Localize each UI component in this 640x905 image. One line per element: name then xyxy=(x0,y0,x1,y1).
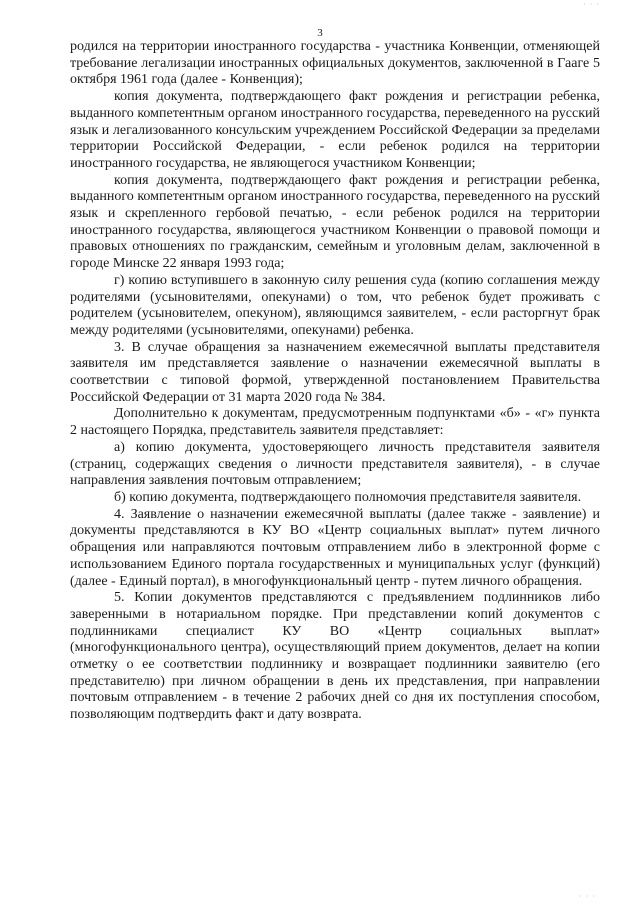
paragraph: копия документа, подтверждающего факт рождения и регистрации ребенка, выданного компетентным органом иностранного государства, переведенного на русский язык и легализованного консульским учреждением Российской Федерации за пределами территории Российской Федерации, - если ребенок родился на территории иностранного государства, не являющегося участником Конвенции; xyxy=(70,89,600,171)
page-number: 3 xyxy=(317,27,323,39)
scan-edge-mark: · · · xyxy=(583,0,600,9)
paragraph: 4. Заявление о назначении ежемесячной выплаты (далее также - заявление) и документы представляются в КУ ВО «Центр социальных выплат» путем личного обращения или направляются почтовым отправлением либо в электронной форме с использованием Единого портала государственных и муниципальных услуг (функций) (далее - Единый портал), в многофункциональный центр - путем личного обращения. xyxy=(70,506,600,589)
paragraph: Дополнительно к документам, предусмотренным подпунктами «б» - «г» пункта 2 настоящего Порядка, представитель заявителя представляет: xyxy=(70,406,600,439)
document-body xyxy=(70,39,600,724)
paragraph: копия документа, подтверждающего факт рождения и регистрации ребенка, выданного компетентным органом иностранного государства, переведенного на русский язык и скрепленного гербовой печатью, - если ребенок родился на территории иностранного государства, являющегося участником Конвенции о правовой помощи и правовых отношениях по гражданским, семейным и уголовным делам, заключенной в городе Минске 22 января 1993 года; xyxy=(70,172,600,272)
paragraph: г) копию вступившего в законную силу решения суда (копию соглашения между родителями (усыновителями, опекунами) о том, что ребенок будет проживать с родителем (усыновителем, опекуном), являющимся заявителем, - если расторгнут брак между родителями (усыновителями, опекунами) ребенка. xyxy=(70,272,600,338)
scan-edge-mark: · · · xyxy=(579,892,596,901)
paragraph: родился на территории иностранного государства - участника Конвенции, отменяющей требование легализации иностранных официальных документов, заключенной в Гааге 5 октября 1961 года (далее - Конвенция); xyxy=(70,39,600,88)
paragraph: 5. Копии документов представляются с предъявлением подлинников либо заверенными в нотариальном порядке. При представлении копий документов с подлинниками специалист КУ ВО «Центр социальных выплат» (многофункционального центра), осуществляющий прием документов, делает на копии отметку о ее соответствии подлиннику и возвращает подлинники заявителю (его представителю) при личном обращении в день их представления, при направлении почтовым отправлением - в течение 2 рабочих дней со дня их поступления способом, позволяющим подтвердить факт и дату возврата. xyxy=(70,590,600,723)
paragraph: б) копию документа, подтверждающего полномочия представителя заявителя. xyxy=(114,489,582,505)
paragraph: 3. В случае обращения за назначением ежемесячной выплаты представителя заявителя им представляется заявление о назначении ежемесячной выплаты в соответствии с типовой формой, утвержденной постановлением Правительства Российской Федерации от 31 марта 2020 года № 384. xyxy=(70,339,600,405)
paragraph: а) копию документа, удостоверяющего личность представителя заявителя (страниц, содержащих сведения о личности представителя заявителя), - в случае направления заявления почтовым отправлением; xyxy=(70,439,600,489)
